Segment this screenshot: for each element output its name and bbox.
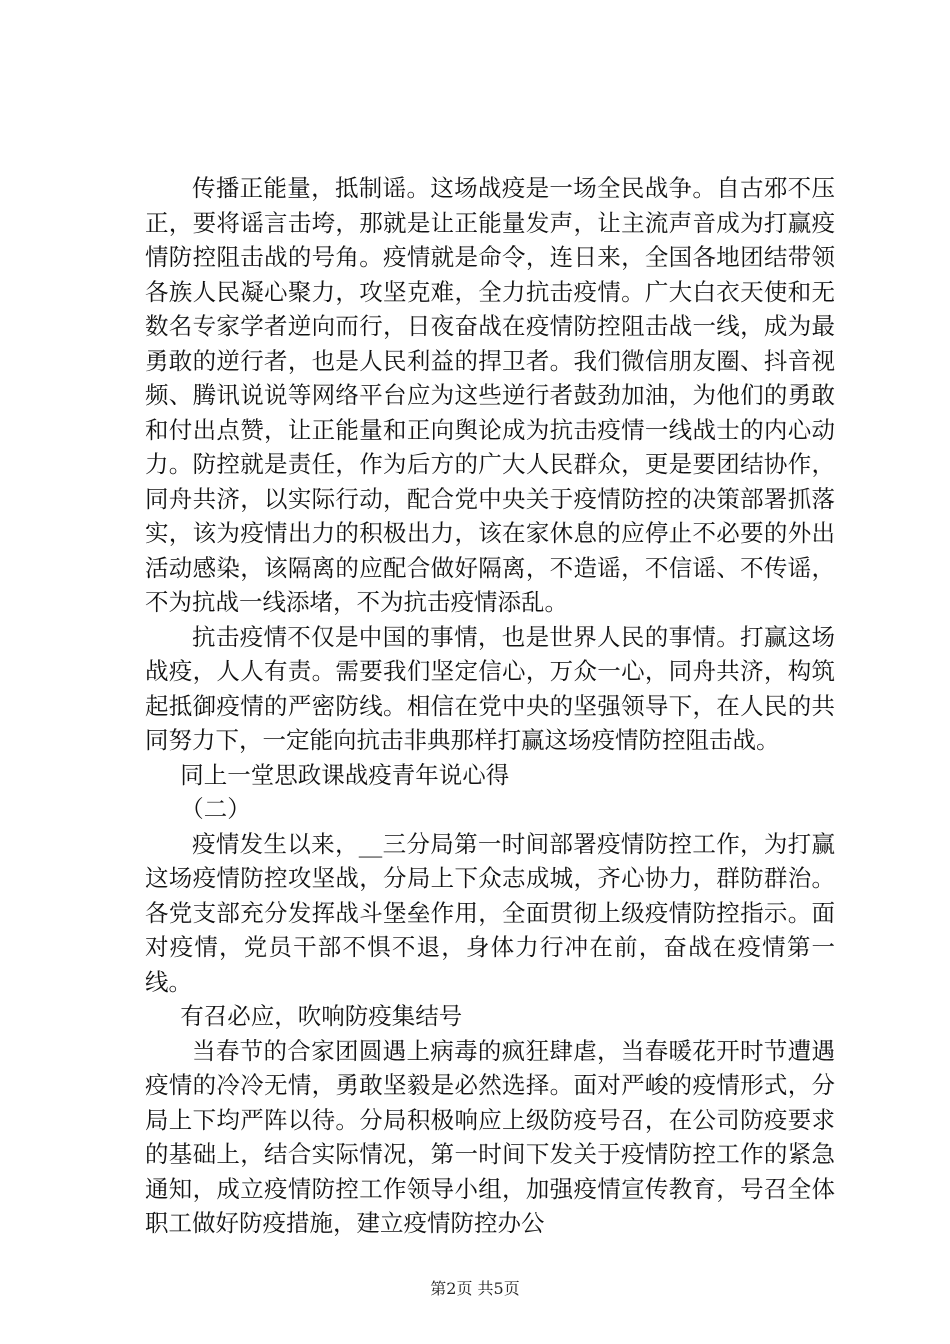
document-body: [145, 171, 835, 1241]
section-heading-lesson: 同上一堂思政课战疫青年说心得: [180, 760, 510, 789]
paragraph-spring-festival: 当春节的合家团圆遇上病毒的疯狂肆虐，当春暖花开时节遭遇疫情的冷冷无情，勇敢坚毅是必然选择。面对严峻的疫情形式，分局上下均严阵以待。分局积极响应上级防疫号召，在公司防疫要求的基础上，结合实际情况，第一时间下发关于疫情防控工作的紧急通知，成立疫情防控工作领导小组，加强疫情宣传教育，号召全体职工做好防疫措施，建立疫情防控办公: [145, 1036, 835, 1237]
section-number: （二）: [180, 795, 251, 823]
paragraph-responsibility: 抗击疫情不仅是中国的事情，也是世界人民的事情。打赢这场战疫，人人有责。需要我们坚定信心，万众一心，同舟共济，构筑起抵御疫情的严密防线。相信在党中央的坚强领导下，在人民的共同努力下，一定能向抗击非典那样打赢这场疫情防控阻击战。: [145, 622, 835, 754]
page-footer: 第2页 共5页: [430, 1279, 520, 1298]
paragraph-rumor: 传播正能量，抵制谣。这场战疫是一场全民战争。自古邪不压正，要将谣言击垮，那就是让正能量发声，让主流声音成为打赢疫情防控阻击战的号角。疫情就是命令，连日来，全国各地团结带领各族人民凝心聚力，攻坚克难，全力抗击疫情。广大白衣天使和无数名专家学者逆向而行，日夜奋战在疫情防控阻击战一线，成为最勇敢的逆行者，也是人民利益的捍卫者。我们微信朋友圈、抖音视频、腾讯说说等网络平台应为这些逆行者鼓劲加油，为他们的勇敢和付出点赞，让正能量和正向舆论成为抗击疫情一线战士的内心动力。防控就是责任，作为后方的广大人民群众，更是要团结协作，同舟共济，以实际行动，配合党中央关于疫情防控的决策部署抓落实，该为疫情出力的积极出力，该在家休息的应停止不必要的外出活动感染，该隔离的应配合做好隔离，不造谣，不信谣、不传谣，不为抗战一线添堵，不为抗击疫情添乱。: [145, 174, 835, 616]
section-heading-assembly: 有召必应，吹响防疫集结号: [180, 1002, 463, 1030]
paragraph-branch-deployment: 疫情发生以来，__三分局第一时间部署疫情防控工作，为打赢这场疫情防控攻坚战，分局上下众志成城，齐心协力，群防群治。各党支部充分发挥战斗堡垒作用，全面贯彻上级疫情防控指示。面对疫情，党员干部不惧不退，身体力行冲在前，奋战在疫情第一线。: [145, 829, 835, 996]
